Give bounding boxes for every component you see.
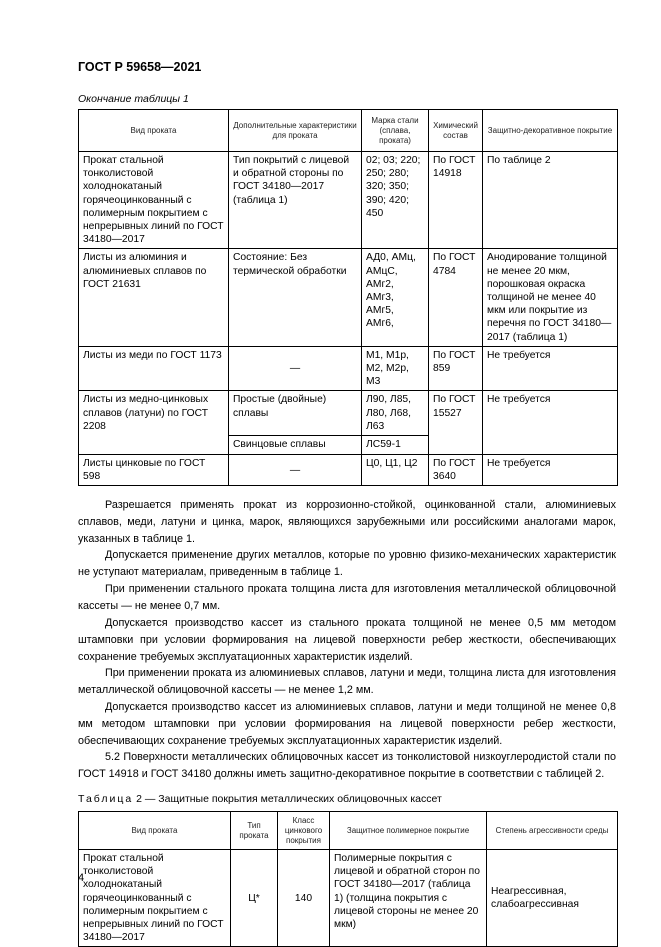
table1-cell: —: [229, 346, 362, 391]
table2-header-row: [79, 812, 618, 850]
table1-cell: Л90, Л85, Л80, Л68, Л63: [362, 391, 429, 436]
table1-cell: По ГОСТ 3640: [429, 455, 483, 486]
table1-cell: АД0, АМц, АМцС, АМг2, АМг3, АМг5, АМг6,: [362, 249, 429, 346]
table1-cell: Состояние: Без термической обработки: [229, 249, 362, 346]
body-paragraph: Разрешается применять прокат из коррозионно-стойкой, оцинкованной стали, алюминиевых сплавов, меди, латуни и цинка, марок, являющихся зарубежными или российскими аналогами марок, указанных в таблице 1.: [78, 499, 616, 545]
table1-cell: По таблице 2: [483, 152, 618, 249]
table1-cell: Прокат стальной тонколистовой холоднокатаный горячеоцинкованный с полимерным покрытием с непрерывных линий по ГОСТ 34180—2017: [79, 152, 229, 249]
table1-cell: Не требуется: [483, 455, 618, 486]
body-paragraph: 5.2 Поверхности металлических облицовочных кассет из тонколистовой низкоуглеродистой стали по ГОСТ 14918 и ГОСТ 34180 должны иметь защитно-декоративное покрытие в соответствии с таблицей 2.: [78, 751, 616, 780]
table1-header-row: [79, 110, 618, 152]
table1-header-cell: Марка стали (сплава, проката): [362, 110, 429, 152]
table-row: [79, 455, 618, 486]
table1-cell: По ГОСТ 859: [429, 346, 483, 391]
table1-cell: ЛС59-1: [362, 436, 429, 455]
body-paragraph: Допускается производство кассет из стального проката толщиной не менее 0,5 мм методом штамповки при условии формирования на лицевой поверхности ребер жесткости, обеспечивающих сохранение требуемых эксплуатационных характеристик изделий.: [78, 617, 616, 663]
table1-cell: По ГОСТ 4784: [429, 249, 483, 346]
table1-cell: Не требуется: [483, 391, 618, 455]
table1-cell: Простые (двойные) сплавы: [229, 391, 362, 436]
table1-cell: Ц0, Ц1, Ц2: [362, 455, 429, 486]
table1-cell: Листы из алюминия и алюминиевых сплавов по ГОСТ 21631: [79, 249, 229, 346]
table2-cell: Прокат стальной тонколистовой холоднокатаный горячеоцинкованный с полимерным покрытием с непрерывных линий по ГОСТ 34180—2017: [79, 850, 231, 947]
table2: [78, 811, 618, 947]
table2-cell: Ц*: [231, 850, 278, 947]
table1: [78, 109, 618, 486]
table1-cell: Свинцовые сплавы: [229, 436, 362, 455]
table2-header-cell: Защитное полимерное покрытие: [330, 812, 487, 850]
table1-header-cell: Вид проката: [79, 110, 229, 152]
table2-caption-word: Таблица: [78, 793, 134, 805]
table2-header-cell: Степень агрессивности среды: [487, 812, 618, 850]
table1-cell: Листы из медно-цинковых сплавов (латуни) по ГОСТ 2208: [79, 391, 229, 455]
table2-cell: Неагрессивная, слабоагрессивная: [487, 850, 618, 947]
table1-cell: —: [229, 455, 362, 486]
table2-header-cell: Вид проката: [79, 812, 231, 850]
body-paragraph: Допускается производство кассет из алюминиевых сплавов, латуни и меди толщиной не менее 0,8 мм методом штамповки при условии формирования на лицевой поверхности ребер жесткости, обеспечивающих сохранение требуемых эксплуатационных характеристик изделий.: [78, 701, 616, 747]
table1-cell: Тип покрытий с лицевой и обратной стороны по ГОСТ 34180—2017 (таблица 1): [229, 152, 362, 249]
document-header: ГОСТ Р 59658—2021: [78, 60, 202, 74]
table2-header-cell: Класс цинкового покрытия: [278, 812, 330, 850]
table-row: [79, 249, 618, 346]
table1-cell: Листы цинковые по ГОСТ 598: [79, 455, 229, 486]
table1-header-cell: Защитно-декоративное покрытие: [483, 110, 618, 152]
table1-cell: Листы из меди по ГОСТ 1173: [79, 346, 229, 391]
table1-cell: По ГОСТ 15527: [429, 391, 483, 455]
table2-cell: 140: [278, 850, 330, 947]
table2-cell: Полимерные покрытия с лицевой и обратной сторон по ГОСТ 34180—2017 (таблица 1) (толщина покрытия с лицевой стороны не менее 20 мкм): [330, 850, 487, 947]
table-row: [79, 152, 618, 249]
table2-caption: [78, 793, 442, 805]
table-row: [79, 391, 618, 436]
page-number: 4: [78, 872, 85, 884]
table1-cell: 02; 03; 220; 250; 280; 320; 350; 390; 420; 450: [362, 152, 429, 249]
table-row: [79, 346, 618, 391]
table1-cell: По ГОСТ 14918: [429, 152, 483, 249]
table1-cell: М1, М1р, М2, М2р, М3: [362, 346, 429, 391]
body-paragraph: При применении стального проката толщина листа для изготовления металлической облицовочной кассеты — не менее 0,7 мм.: [78, 583, 616, 612]
table1-cell: Анодирование толщиной не менее 20 мкм, порошковая окраска толщиной не менее 40 мкм или покрытие из перечня по ГОСТ 34180—2017 (таблица 1): [483, 249, 618, 346]
table2-caption-text: 2 — Защитные покрытия металлических облицовочных кассет: [136, 793, 442, 805]
table1-cell: Не требуется: [483, 346, 618, 391]
body-paragraph: При применении проката из алюминиевых сплавов, латуни и меди, толщина листа для изготовления металлической облицовочной кассеты — не менее 1,2 мм.: [78, 667, 616, 696]
table1-header-cell: Химический состав: [429, 110, 483, 152]
table1-header-cell: Дополнительные характеристики для проката: [229, 110, 362, 152]
table-row: [79, 850, 618, 947]
table2-header-cell: Тип проката: [231, 812, 278, 850]
table1-caption: Окончание таблицы 1: [78, 93, 189, 105]
body-paragraph: Допускается применение других металлов, которые по уровню физико-механических характеристик не уступают материалам, приведенным в таблице 1.: [78, 549, 616, 578]
